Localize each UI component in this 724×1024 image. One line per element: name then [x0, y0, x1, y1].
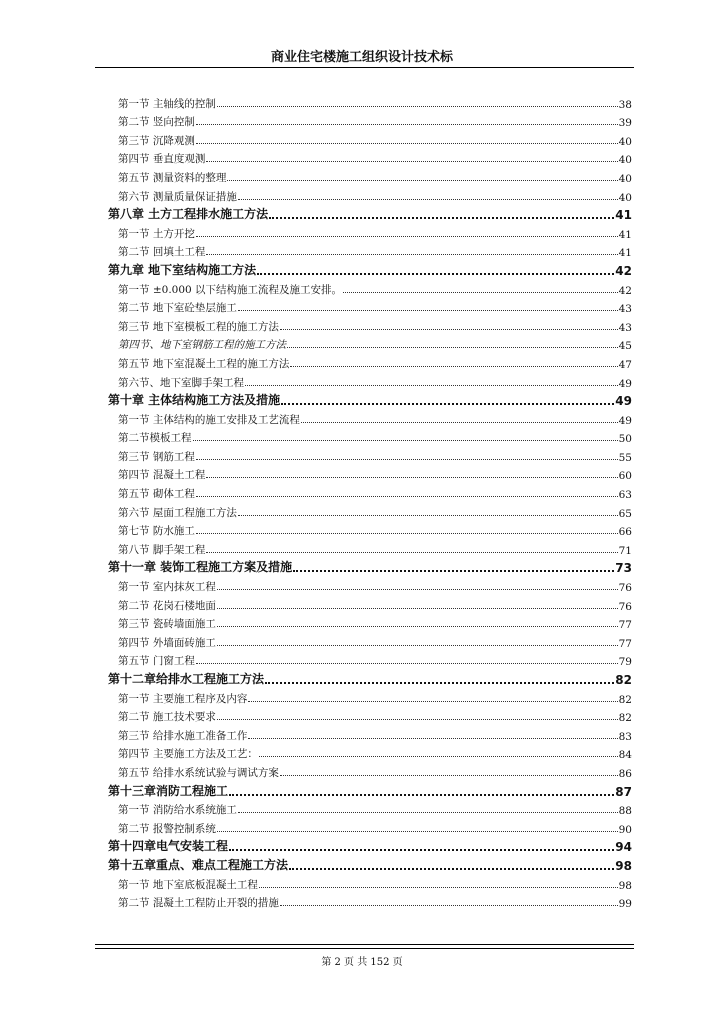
- toc-entry-title: 第一节 土方开挖: [118, 227, 195, 240]
- toc-entry-title: 第五节 地下室混凝土工程的施工方法: [118, 357, 290, 370]
- toc-entry-title: 第五节 给排水系统试验与调试方案: [118, 766, 279, 779]
- toc-page-number: 41: [618, 247, 632, 260]
- toc-dot-leader: [280, 892, 618, 911]
- toc-section-entry[interactable]: [108, 278, 632, 297]
- toc-entry-title: 第二节模板工程: [118, 432, 192, 445]
- toc-page-number: 45: [618, 340, 632, 353]
- toc-dot-leader: [217, 575, 618, 594]
- toc-entry-title: 第八章 土方工程排水施工方法: [108, 207, 269, 222]
- toc-section-entry[interactable]: [108, 650, 632, 669]
- toc-dot-leader: [206, 148, 617, 167]
- toc-entry-title: 第一节 主轴线的控制: [118, 97, 216, 110]
- toc-entry-title: 第一节 ±0.000 以下结构施工流程及施工安排。: [118, 283, 343, 296]
- toc-page-number: 98: [618, 879, 632, 892]
- toc-entry-title: 第三节 地下室模板工程的施工方法: [118, 320, 279, 333]
- toc-section-entry[interactable]: [108, 594, 632, 613]
- toc-dot-leader: [290, 352, 617, 371]
- toc-page-number: 38: [618, 98, 632, 111]
- toc-dot-leader: [217, 817, 618, 836]
- toc-dot-leader: [293, 557, 614, 576]
- toc-dot-leader: [217, 613, 618, 632]
- toc-dot-leader: [238, 501, 618, 520]
- toc-section-entry[interactable]: [108, 352, 632, 371]
- toc-section-entry[interactable]: [108, 445, 632, 464]
- toc-section-entry[interactable]: [108, 817, 632, 836]
- toc-section-entry[interactable]: [108, 297, 632, 316]
- toc-entry-title: 第四节 外墙面砖施工: [118, 636, 216, 649]
- toc-section-entry[interactable]: [108, 892, 632, 911]
- toc-chapter-entry[interactable]: [108, 204, 632, 223]
- toc-page-number: 99: [618, 898, 632, 911]
- toc-entry-title: 第一节 地下室底板混凝土工程: [118, 878, 258, 891]
- toc-entry-title: 第二节 施工技术要求: [118, 711, 216, 724]
- toc-entry-title: 第三节 瓷砖墙面施工: [118, 618, 216, 631]
- toc-entry-title: 第四节 主要施工方法及工艺：: [118, 748, 258, 761]
- header-divider: [95, 67, 634, 68]
- toc-dot-leader: [287, 334, 618, 353]
- toc-page-number: 42: [618, 284, 632, 297]
- toc-dot-leader: [229, 836, 614, 855]
- toc-page-number: 63: [618, 489, 632, 502]
- toc-page-number: 50: [618, 433, 632, 446]
- toc-dot-leader: [281, 390, 614, 409]
- toc-section-entry[interactable]: [108, 408, 632, 427]
- toc-dot-leader: [217, 594, 618, 613]
- toc-section-entry[interactable]: [108, 799, 632, 818]
- toc-section-entry[interactable]: [108, 148, 632, 167]
- toc-chapter-entry[interactable]: [108, 780, 632, 799]
- toc-page-number: 82: [618, 712, 632, 725]
- toc-dot-leader: [196, 129, 618, 148]
- toc-entry-title: 第五节 测量资料的整理: [118, 171, 227, 184]
- toc-section-entry[interactable]: [108, 315, 632, 334]
- toc-dot-leader: [217, 706, 618, 725]
- toc-section-entry[interactable]: [108, 111, 632, 130]
- toc-dot-leader: [196, 520, 618, 539]
- toc-entry-title: 第一节 主体结构的施工安排及工艺流程: [118, 413, 300, 426]
- toc-entry-title: 第十一章 装饰工程施工方案及措施: [108, 560, 293, 575]
- toc-dot-leader: [280, 761, 618, 780]
- toc-entry-title: 第三节 给排水施工准备工作: [118, 729, 248, 742]
- toc-page-number: 55: [618, 451, 632, 464]
- toc-page-number: 43: [618, 303, 632, 316]
- toc-entry-title: 第六节、地下室脚手架工程: [118, 376, 244, 389]
- toc-entry-title: 第一节 消防给水系统施工: [118, 804, 237, 817]
- toc-page-number: 84: [618, 749, 632, 762]
- toc-page-number: 40: [618, 172, 632, 185]
- toc-entry-title: 第八节 脚手架工程: [118, 543, 206, 556]
- toc-page-number: 43: [618, 321, 632, 334]
- toc-dot-leader: [227, 166, 617, 185]
- toc-page-number: 40: [618, 191, 632, 204]
- toc-section-entry[interactable]: [108, 166, 632, 185]
- toc-section-entry[interactable]: [108, 427, 632, 446]
- toc-dot-leader: [206, 464, 617, 483]
- toc-dot-leader: [269, 204, 614, 223]
- toc-dot-leader: [301, 408, 618, 427]
- footer-divider-thick: [95, 944, 634, 945]
- toc-page-number: 73: [615, 561, 632, 576]
- toc-section-entry[interactable]: [108, 371, 632, 390]
- toc-section-entry[interactable]: [108, 687, 632, 706]
- toc-entry-title: 第十章 主体结构施工方法及措施: [108, 393, 281, 408]
- table-of-contents: [108, 92, 632, 910]
- toc-entry-title: 第四节 垂直度观测: [118, 153, 206, 166]
- toc-chapter-entry[interactable]: [108, 854, 632, 873]
- toc-page-number: 49: [618, 414, 632, 427]
- toc-section-entry[interactable]: [108, 482, 632, 501]
- toc-section-entry[interactable]: [108, 185, 632, 204]
- toc-page-number: 94: [615, 840, 632, 855]
- toc-page-number: 76: [618, 582, 632, 595]
- toc-chapter-entry[interactable]: [108, 557, 632, 576]
- toc-page-number: 82: [618, 693, 632, 706]
- toc-entry-title: 第六节 测量质量保证措施: [118, 190, 237, 203]
- toc-dot-leader: [238, 799, 618, 818]
- footer-divider-thin: [95, 948, 634, 949]
- toc-section-entry[interactable]: [108, 613, 632, 632]
- toc-dot-leader: [248, 724, 617, 743]
- toc-section-entry[interactable]: [108, 575, 632, 594]
- page-header-title: 商业住宅楼施工组织设计技术标: [270, 50, 453, 65]
- toc-chapter-entry[interactable]: [108, 836, 632, 855]
- toc-dot-leader: [245, 371, 618, 390]
- toc-dot-leader: [196, 650, 618, 669]
- toc-dot-leader: [280, 315, 618, 334]
- toc-page-number: 42: [615, 263, 632, 278]
- toc-dot-leader: [196, 445, 618, 464]
- toc-entry-title: 第四节、地下室钢筋工程的施工方法: [118, 339, 286, 352]
- toc-entry-title: 第九章 地下室结构施工方法: [108, 262, 257, 277]
- toc-page-number: 79: [618, 656, 632, 669]
- toc-entry-title: 第五节 门窗工程: [118, 655, 195, 668]
- toc-section-entry[interactable]: [108, 538, 632, 557]
- toc-section-entry[interactable]: [108, 873, 632, 892]
- toc-chapter-entry[interactable]: [108, 668, 632, 687]
- toc-entry-title: 第二节 混凝土工程防止开裂的措施: [118, 897, 279, 910]
- toc-page-number: 83: [618, 730, 632, 743]
- toc-section-entry[interactable]: [108, 706, 632, 725]
- toc-page-number: 49: [615, 394, 632, 409]
- toc-dot-leader: [193, 427, 618, 446]
- toc-dot-leader: [196, 222, 618, 241]
- page-number-label: 第 2 页 共 152 页: [321, 957, 403, 968]
- toc-dot-leader: [289, 854, 614, 873]
- toc-section-entry[interactable]: [108, 464, 632, 483]
- toc-page-number: 66: [618, 526, 632, 539]
- toc-dot-leader: [257, 259, 614, 278]
- toc-entry-title: 第一节 室内抹灰工程: [118, 581, 216, 594]
- toc-section-entry[interactable]: [108, 724, 632, 743]
- toc-page-number: 76: [618, 600, 632, 613]
- toc-page-number: 39: [618, 117, 632, 130]
- toc-section-entry[interactable]: [108, 761, 632, 780]
- toc-entry-title: 第五节 砌体工程: [118, 488, 195, 501]
- toc-chapter-entry[interactable]: [108, 259, 632, 278]
- toc-page-number: 82: [615, 673, 632, 687]
- toc-page-number: 88: [618, 805, 632, 818]
- toc-dot-leader: [206, 538, 617, 557]
- toc-dot-leader: [229, 780, 614, 799]
- toc-dot-leader: [259, 873, 618, 892]
- toc-page-number: 90: [618, 823, 632, 836]
- toc-page-number: 60: [618, 470, 632, 483]
- toc-section-entry[interactable]: [108, 129, 632, 148]
- toc-entry-title: 第十二章给排水工程施工方法: [108, 672, 265, 686]
- toc-entry-title: 第一节 主要施工程序及内容: [118, 692, 248, 705]
- toc-dot-leader: [196, 482, 618, 501]
- toc-dot-leader: [238, 185, 618, 204]
- toc-section-entry[interactable]: [108, 631, 632, 650]
- toc-section-entry[interactable]: [108, 241, 632, 260]
- toc-entry-title: 第二节 回填土工程: [118, 246, 206, 259]
- toc-entry-title: 第十三章消防工程施工: [108, 783, 229, 798]
- toc-page-number: 41: [615, 208, 632, 223]
- toc-page-number: 49: [618, 377, 632, 390]
- toc-page-number: 98: [615, 858, 632, 873]
- toc-entry-title: 第三节 沉降观测: [118, 134, 195, 147]
- toc-dot-leader: [196, 111, 618, 130]
- toc-page-number: 65: [618, 507, 632, 520]
- toc-dot-leader: [343, 278, 618, 297]
- toc-section-entry[interactable]: [108, 520, 632, 539]
- toc-page-number: 40: [618, 135, 632, 148]
- toc-page-number: 77: [618, 619, 632, 632]
- toc-entry-title: 第四节 混凝土工程: [118, 469, 206, 482]
- toc-dot-leader: [217, 631, 618, 650]
- toc-entry-title: 第二节 花岗石楼地面: [118, 599, 216, 612]
- toc-entry-title: 第二节 地下室砼垫层施工: [118, 302, 237, 315]
- toc-dot-leader: [259, 743, 618, 762]
- toc-section-entry[interactable]: [108, 222, 632, 241]
- toc-section-entry[interactable]: [108, 501, 632, 520]
- toc-page-number: 86: [618, 767, 632, 780]
- toc-entry-title: 第十五章重点、难点工程施工方法: [108, 857, 289, 872]
- toc-dot-leader: [206, 241, 617, 260]
- toc-dot-leader: [265, 668, 614, 687]
- toc-section-entry[interactable]: [108, 92, 632, 111]
- toc-entry-title: 第十四章电气安装工程: [108, 839, 229, 854]
- toc-dot-leader: [217, 92, 618, 111]
- toc-page-number: 87: [615, 784, 632, 799]
- toc-dot-leader: [238, 297, 618, 316]
- toc-section-entry[interactable]: [108, 334, 632, 353]
- toc-page-number: 71: [618, 544, 632, 557]
- toc-entry-title: 第二节 竖向控制: [118, 116, 195, 129]
- toc-page-number: 47: [618, 358, 632, 371]
- toc-entry-title: 第三节 钢筋工程: [118, 450, 195, 463]
- toc-entry-title: 第六节 屋面工程施工方法: [118, 506, 237, 519]
- toc-page-number: 40: [618, 154, 632, 167]
- toc-section-entry[interactable]: [108, 743, 632, 762]
- toc-dot-leader: [248, 687, 617, 706]
- toc-entry-title: 第七节 防水施工: [118, 525, 195, 538]
- toc-chapter-entry[interactable]: [108, 390, 632, 409]
- toc-entry-title: 第二节 报警控制系统: [118, 822, 216, 835]
- toc-page-number: 77: [618, 637, 632, 650]
- toc-page-number: 41: [618, 228, 632, 241]
